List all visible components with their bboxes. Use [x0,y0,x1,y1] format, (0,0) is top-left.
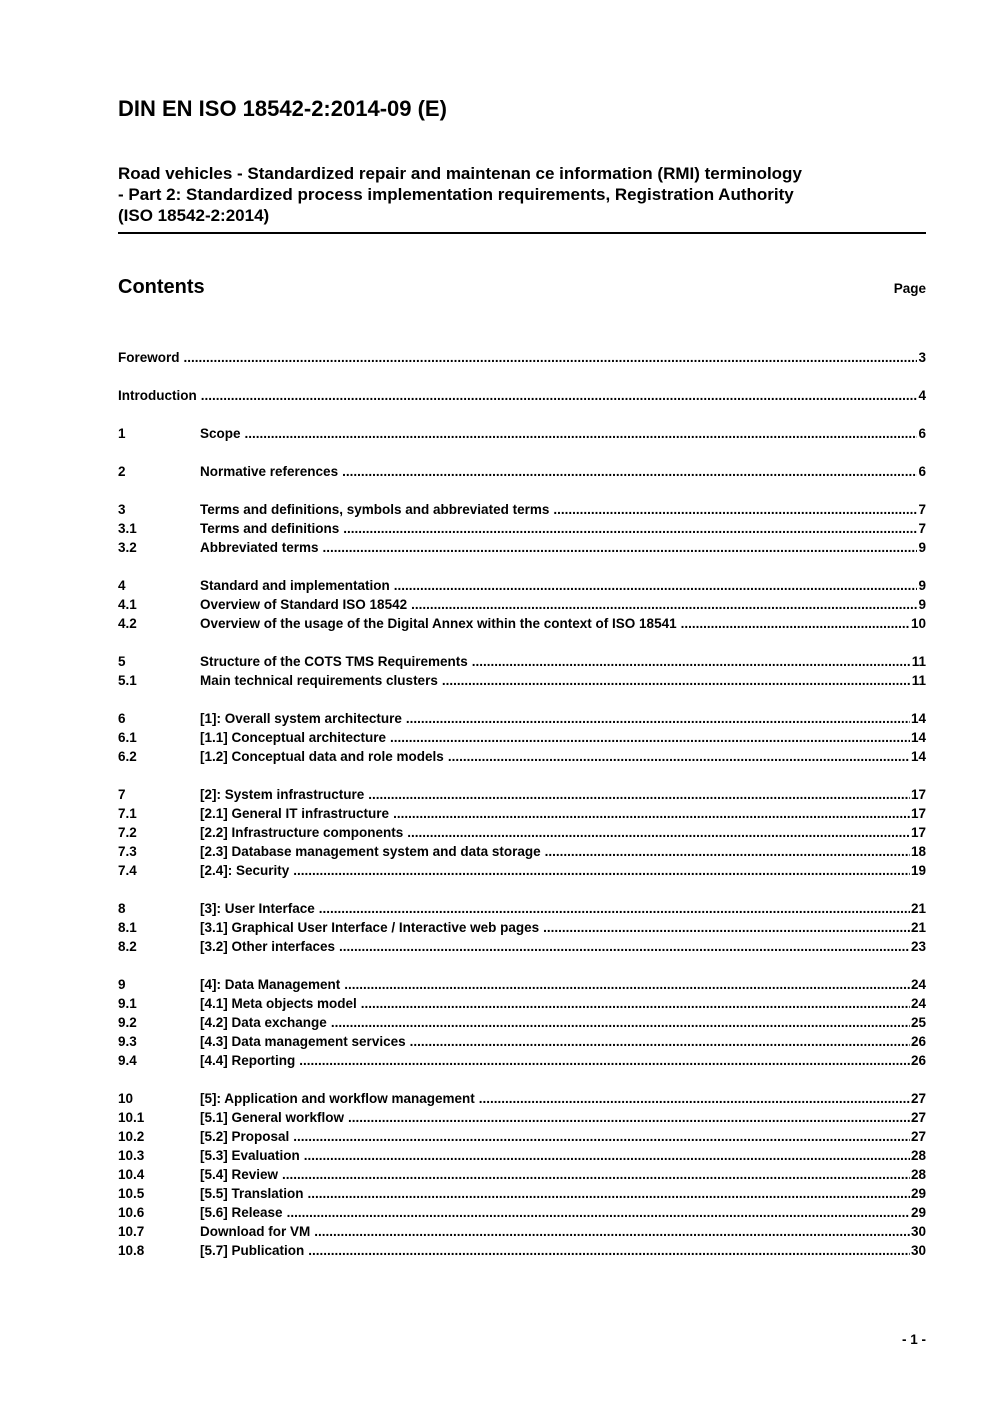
toc-leader-dots [287,1203,910,1222]
toc-entry [118,671,926,690]
toc-entry-page: 4 [918,388,926,403]
toc-entry [118,538,926,557]
toc-entry-title: Terms and definitions [200,521,340,536]
toc-leader-dots [308,1241,910,1260]
toc-entry-title: Overview of Standard ISO 18542 [200,597,408,612]
toc-entry-page: 26 [910,1034,926,1049]
toc-entry-number: 10.1 [118,1110,145,1125]
toc-entry-number: 2 [118,464,126,479]
toc-entry [118,861,926,880]
toc-entry-title: [5.1] General workflow [200,1110,345,1125]
toc-entry [118,1165,926,1184]
toc-entry-number: 10.5 [118,1186,145,1201]
toc-leader-dots [394,576,918,595]
toc-entry-number: 8.1 [118,920,137,935]
toc-leader-dots [331,1013,910,1032]
toc-entry-title: [5.7] Publication [200,1243,305,1258]
toc-entry-title: Abbreviated terms [200,540,319,555]
toc-entry [118,1013,926,1032]
toc-leader-dots [201,386,918,405]
toc-entry-title: [3.2] Other interfaces [200,939,336,954]
toc-entry-title: [4.1] Meta objects model [200,996,357,1011]
toc-leader-dots [442,671,911,690]
toc-entry-title: [2.1] General IT infrastructure [200,806,390,821]
toc-list [118,348,926,1260]
toc-entry-page: 19 [910,863,926,878]
toc-entry-number: 9.3 [118,1034,137,1049]
toc-entry-number: 3 [118,502,126,517]
toc-entry-page: 11 [911,673,926,688]
toc-leader-dots [344,975,910,994]
toc-entry-title: [5.3] Evaluation [200,1148,300,1163]
toc-entry-number: 10 [118,1091,134,1106]
toc-entry-title: [1.2] Conceptual data and role models [200,749,444,764]
toc-leader-dots [319,899,910,918]
toc-entry-page: 14 [910,711,926,726]
toc-entry [118,842,926,861]
toc-entry-page: 11 [911,654,926,669]
toc-entry-number: 7.2 [118,825,137,840]
toc-leader-dots [393,804,910,823]
toc-leader-dots [407,823,910,842]
toc-entry-page: 29 [910,1205,926,1220]
toc-entry [118,1241,926,1260]
toc-leader-dots [406,709,910,728]
toc-entry-page: 23 [910,939,926,954]
toc-entry [118,576,926,595]
toc-entry-number: 3.2 [118,540,137,555]
toc-entry-page: 28 [910,1148,926,1163]
toc-entry-page: 27 [910,1110,926,1125]
toc-entry-page: 3 [918,350,926,365]
toc-leader-dots [368,785,910,804]
toc-entry-number: 5.1 [118,673,137,688]
toc-entry-page: 30 [910,1224,926,1239]
toc-entry [118,804,926,823]
toc-entry-number: 6 [118,711,126,726]
toc-group [118,785,926,880]
toc-entry-number: 4.2 [118,616,137,631]
toc-entry-title: Download for VM [200,1224,311,1239]
toc-entry-page: 9 [918,578,926,593]
subtitle-line: (ISO 18542-2:2014) [118,206,270,225]
toc-leader-dots [543,918,910,937]
toc-entry-title: Normative references [200,464,339,479]
toc-entry-page: 17 [910,787,926,802]
toc-entry-title: [4.4] Reporting [200,1053,296,1068]
document-content [118,0,926,1279]
toc-entry-title: [4]: Data Management [200,977,341,992]
contents-header [118,276,926,298]
toc-entry-title: [3]: User Interface [200,901,315,916]
toc-entry [118,1127,926,1146]
toc-entry-page: 6 [918,426,926,441]
toc-leader-dots [184,348,918,367]
toc-entry-title: Overview of the usage of the Digital Annex within the context of ISO 18541 [200,616,677,631]
toc-entry-page: 27 [910,1129,926,1144]
toc-entry-page: 17 [910,806,926,821]
toc-entry-title: Scope [200,426,241,441]
toc-entry-page: 14 [910,730,926,745]
toc-leader-dots [410,1032,910,1051]
toc-entry-page: 9 [918,540,926,555]
toc-group [118,652,926,690]
toc-group [118,975,926,1070]
toc-leader-dots [479,1089,910,1108]
toc-leader-dots [342,462,917,481]
toc-entry [118,1051,926,1070]
toc-group [118,500,926,557]
toc-entry-title: Introduction [118,388,197,403]
toc-entry [118,975,926,994]
toc-entry [118,1222,926,1241]
toc-entry-page: 21 [910,920,926,935]
toc-entry [118,1203,926,1222]
toc-entry-title: [5.4] Review [200,1167,279,1182]
toc-entry-page: 30 [910,1243,926,1258]
toc-entry-page: 10 [910,616,926,631]
subtitle-line: - Part 2: Standardized process implementation requirements, Registration Authority [118,185,794,204]
toc-entry-title: Terms and definitions, symbols and abbreviated terms [200,502,550,517]
toc-entry-title: Structure of the COTS TMS Requirements [200,654,468,669]
toc-entry-number: 9.1 [118,996,137,1011]
toc-entry [118,595,926,614]
toc-group [118,462,926,481]
toc-entry [118,500,926,519]
toc-entry-number: 10.4 [118,1167,145,1182]
toc-entry-number: 7.4 [118,863,137,878]
toc-entry [118,1032,926,1051]
toc-entry-number: 7 [118,787,126,802]
toc-leader-dots [472,652,911,671]
toc-leader-dots [348,1108,910,1127]
toc-entry-title: [2]: System infrastructure [200,787,365,802]
toc-entry [118,652,926,671]
toc-entry [118,519,926,538]
toc-entry-page: 28 [910,1167,926,1182]
toc-entry-number: 6.1 [118,730,137,745]
toc-entry-page: 7 [918,521,926,536]
toc-entry-title: [5.2] Proposal [200,1129,290,1144]
toc-entry-title: [2.4]: Security [200,863,290,878]
toc-entry-title: [5]: Application and workflow management [200,1091,475,1106]
toc-entry [118,747,926,766]
toc-entry-number: 4 [118,578,126,593]
toc-entry [118,386,926,405]
toc-group [118,709,926,766]
toc-group [118,386,926,405]
toc-entry-title: Standard and implementation [200,578,390,593]
toc-group [118,424,926,443]
toc-leader-dots [293,1127,910,1146]
toc-entry [118,462,926,481]
toc-leader-dots [304,1146,910,1165]
toc-entry [118,728,926,747]
toc-leader-dots [343,519,917,538]
toc-entry-title: Main technical requirements clusters [200,673,438,688]
toc-entry-title: [5.5] Translation [200,1186,304,1201]
toc-entry [118,918,926,937]
toc-leader-dots [282,1165,910,1184]
toc-entry [118,614,926,633]
toc-entry [118,994,926,1013]
toc-entry-title: [3.1] Graphical User Interface / Interactive web pages [200,920,540,935]
toc-entry-page: 17 [910,825,926,840]
contents-heading: Contents [118,276,205,298]
toc-entry [118,1108,926,1127]
toc-entry-title: [1.1] Conceptual architecture [200,730,387,745]
toc-leader-dots [293,861,910,880]
toc-leader-dots [245,424,918,443]
toc-entry-number: 1 [118,426,126,441]
toc-entry-number: 8 [118,901,126,916]
toc-entry-title: [4.2] Data exchange [200,1015,327,1030]
toc-entry-title: [4.3] Data management services [200,1034,406,1049]
title-divider [118,232,926,234]
page-column-label: Page [893,281,926,296]
toc-entry-page: 29 [910,1186,926,1201]
toc-entry-number: 3.1 [118,521,137,536]
toc-leader-dots [553,500,917,519]
toc-entry-number: 9 [118,977,126,992]
toc-entry [118,785,926,804]
toc-leader-dots [314,1222,910,1241]
toc-leader-dots [411,595,917,614]
page-number-indicator: - 1 - [901,1332,926,1347]
toc-entry [118,1184,926,1203]
toc-group [118,899,926,956]
toc-entry [118,937,926,956]
toc-entry-number: 7.3 [118,844,137,859]
toc-group [118,576,926,633]
toc-entry-page: 6 [918,464,926,479]
toc-group [118,348,926,367]
toc-entry-number: 10.7 [118,1224,145,1239]
toc-entry-number: 10.8 [118,1243,145,1258]
toc-leader-dots [308,1184,910,1203]
toc-entry-page: 25 [910,1015,926,1030]
toc-leader-dots [681,614,910,633]
toc-leader-dots [545,842,910,861]
toc-entry-number: 5 [118,654,126,669]
toc-entry-page: 21 [910,901,926,916]
toc-entry-number: 4.1 [118,597,137,612]
toc-entry-title: [2.2] Infrastructure components [200,825,404,840]
toc-entry-page: 7 [918,502,926,517]
toc-leader-dots [323,538,918,557]
toc-entry [118,1089,926,1108]
toc-entry [118,348,926,367]
toc-group [118,1089,926,1260]
toc-entry-page: 24 [910,996,926,1011]
toc-entry-number: 10.3 [118,1148,145,1163]
toc-entry [118,709,926,728]
toc-entry-number: 7.1 [118,806,137,821]
toc-leader-dots [448,747,910,766]
toc-leader-dots [339,937,910,956]
toc-leader-dots [299,1051,910,1070]
toc-entry-number: 9.4 [118,1053,137,1068]
toc-entry-page: 24 [910,977,926,992]
toc-entry [118,823,926,842]
toc-entry-number: 9.2 [118,1015,137,1030]
toc-entry-page: 18 [910,844,926,859]
toc-leader-dots [361,994,910,1013]
toc-entry-page: 27 [910,1091,926,1106]
subtitle-line: Road vehicles - Standardized repair and maintenan ce information (RMI) terminology [118,164,802,183]
document-title: DIN EN ISO 18542-2:2014-09 (E) [118,96,447,121]
toc-entry-page: 14 [910,749,926,764]
toc-entry-title: Foreword [118,350,180,365]
toc-leader-dots [390,728,910,747]
toc-entry [118,899,926,918]
toc-entry-number: 6.2 [118,749,137,764]
toc-entry [118,1146,926,1165]
toc-entry-title: [5.6] Release [200,1205,283,1220]
toc-entry-page: 26 [910,1053,926,1068]
toc-entry-number: 10.2 [118,1129,145,1144]
document-subtitle [118,163,926,226]
toc-entry-title: [1]: Overall system architecture [200,711,402,726]
toc-entry-number: 10.6 [118,1205,145,1220]
toc-entry-page: 9 [918,597,926,612]
toc-entry-number: 8.2 [118,939,137,954]
toc-entry [118,424,926,443]
toc-entry-title: [2.3] Database management system and data storage [200,844,541,859]
